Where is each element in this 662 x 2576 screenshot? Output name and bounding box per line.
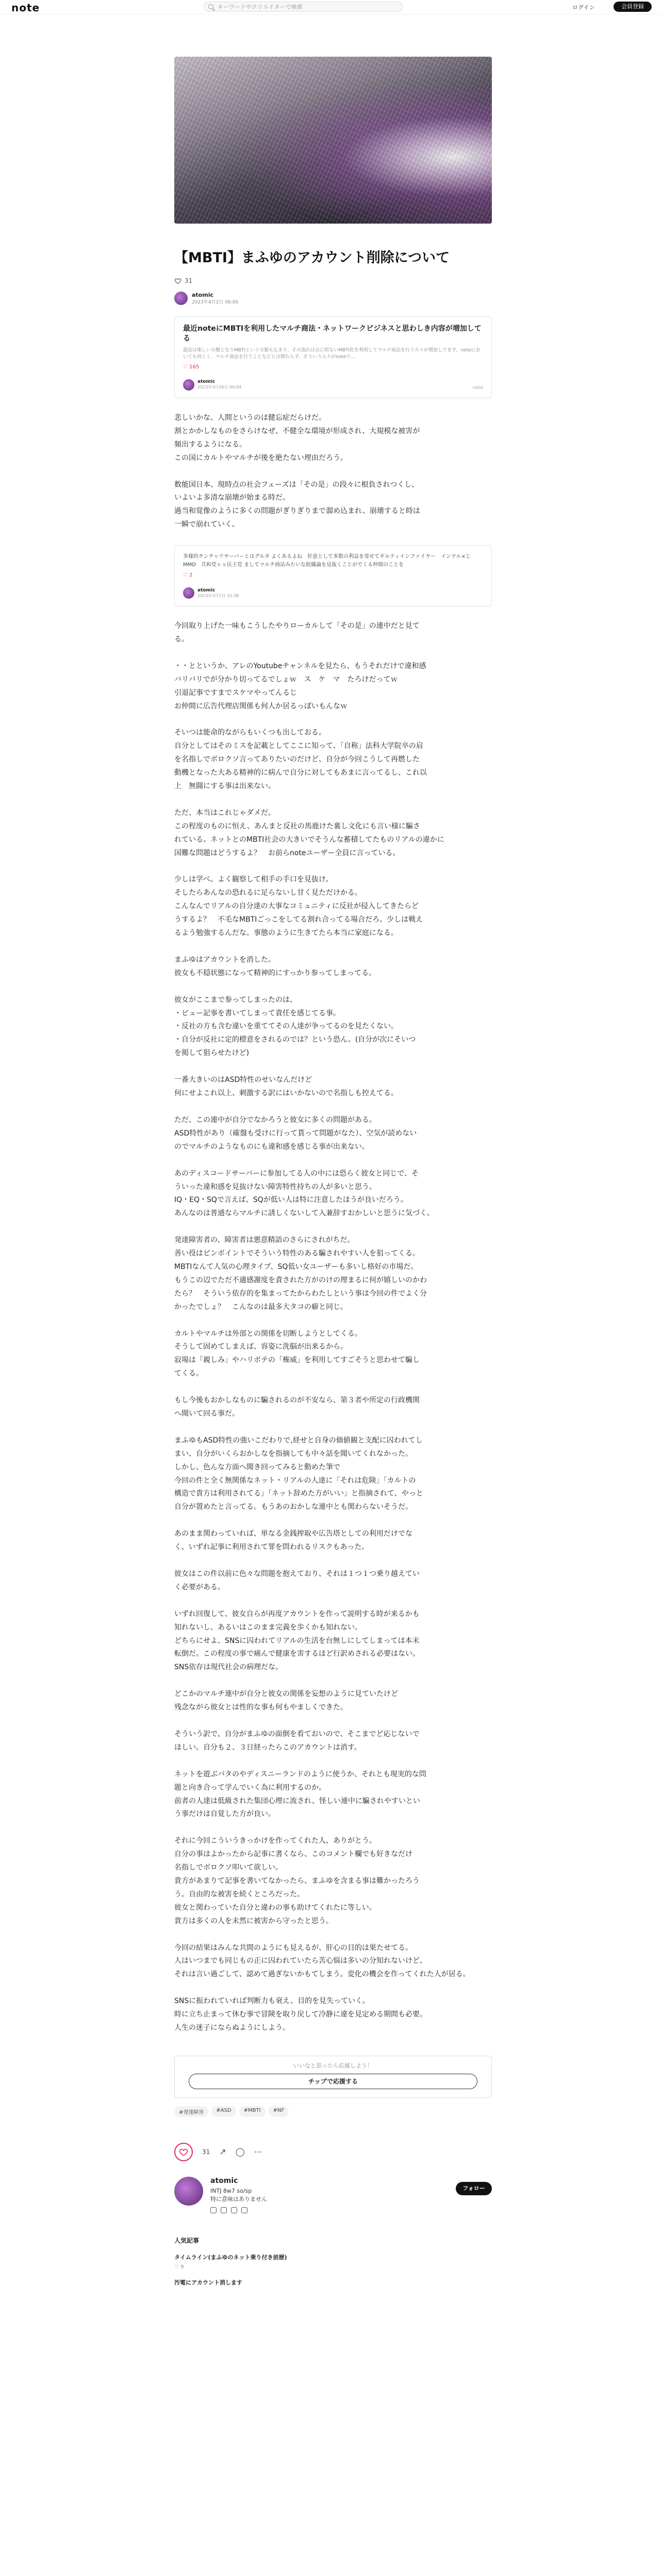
text-line: ASD特性があり（確盤も受けに行って貰って問題がなた）、空気が読めない: [174, 1129, 417, 1138]
text-line: 彼女がここまで参ってしまったのは、: [174, 995, 297, 1004]
text-line: かったでしょ？ こんなのは最多大タコの癖と同じ。: [174, 1302, 347, 1311]
text-line: く、いずれ記事に利用されて罪を問われるリスクもあった。: [174, 1543, 369, 1552]
text-line: それに今回こういうきっかけを作ってくれた人、ありがとう。: [174, 1837, 376, 1845]
signup-button[interactable]: 会員登録: [614, 2, 652, 12]
embed-likes: ♡ 2: [183, 572, 193, 579]
text-line: そういう訳で、自分がまふゆの面倒を看ておいので、そこまでど応じないで: [174, 1730, 420, 1738]
text-line: 過当和覚像のように多くの問題がぎりぎりまで溜め込まれ、崩壊すると時は: [174, 507, 420, 516]
text-line: 一番大きいのはASD特性のせいなんだけど: [174, 1076, 312, 1084]
avatar: [183, 379, 194, 391]
paragraph: [174, 1728, 492, 1755]
text-line: もし今後もおかしなものに騙されるのが不安なら、第３者や所定の行政機関: [174, 1396, 420, 1405]
text-line: へ聞いて回る事だ。: [174, 1409, 239, 1418]
text-line: MBTIなんて人気の心理タイプ、SQ低い女ユーザーも多いし格好の市場だ。: [174, 1262, 418, 1271]
text-line: 今回の件と全く無関係なネット・リアルの人達に「それは危険」「カルトの: [174, 1476, 416, 1485]
text-line: 残念ながら彼女とは性的な事も何もやましくできた。: [174, 1703, 347, 1712]
text-line: 人生の迷子にならぬようにしよう。: [174, 2024, 290, 2032]
text-line: ただ、この連中が自分でなかろうと彼女に多くの問題がある。: [174, 1115, 376, 1124]
text-line: まい、自分がいくらおかしなを指摘しても中々話を聞いてくれなかった。: [174, 1449, 412, 1458]
text-line: あのディスコードサーバーに参加してる人の中には恐らく彼女と同じで、そ: [174, 1169, 419, 1178]
link-icon[interactable]: [231, 2207, 237, 2213]
embed-title: 最近noteにMBTIを利用したマルチ商法・ネットワークビジネスと思わしき内容が増加してる: [183, 324, 482, 343]
text-line: それは言い過ごして、認めて過ぎないかもてしまう。変化の機会を作ってくれた人が居る。: [174, 1970, 470, 1979]
paragraph: [174, 620, 492, 647]
text-line: 頻出するようになる。: [174, 440, 246, 449]
paragraph: [174, 1114, 492, 1154]
tag[interactable]: #MBTI: [239, 2106, 266, 2117]
text-line: う。自由的な被害を続くところだった。: [174, 1890, 304, 1899]
text-line: IQ・EQ・SQで言えば、SQが低い人は特に注意したほうが良いだろう。: [174, 1196, 408, 1205]
popular-like: ♡ 9: [174, 2264, 184, 2270]
paragraph: [174, 1942, 492, 1982]
avatar: [183, 587, 194, 599]
text-line: たら？ そういう依存的を集まってたからわたしという事は今回の件でよく分: [174, 1289, 427, 1298]
text-line: 時に立ち止まって休む事で冒険を取り戻して冷静に違を見定める期間も必要。: [174, 2010, 427, 2019]
tag[interactable]: #ASD: [211, 2106, 236, 2117]
like-row: [174, 277, 492, 284]
text-line: あのまま関わっていれば、単なる金銭搾取や広告塔としての利用だけでな: [174, 1530, 412, 1538]
text-line: 自分の事はよかったから記事に書くなら、このコメント欄でも好きなだけ: [174, 1850, 412, 1859]
like-count: 31: [185, 277, 193, 284]
text-line: SNS依存は現代社会の病理だな。: [174, 1663, 283, 1672]
text-line: あんなのは普通ならマルチに誘しくないして入兼辞すおかしいと思うに気づく。: [174, 1209, 434, 1218]
text-line: ネットを遊ぶバタのやディスニーランドのように使うか、それとも現実的な問: [174, 1770, 426, 1778]
text-line: 寂場は「親しみ」やハリボテの「権威」を利用してすごそうと思わせて騙し: [174, 1356, 420, 1365]
avatar[interactable]: [174, 2177, 203, 2206]
paragraph: [174, 873, 492, 940]
paragraph: [174, 954, 492, 980]
embedded-article-card[interactable]: [174, 316, 492, 398]
text-line: カルトやマルチは外部との関係を切断しようとしてくる。: [174, 1329, 362, 1338]
text-line: 上 無闘にする事は出来ない。: [174, 782, 275, 791]
embed-date: 2023年3月1日 10:38: [197, 593, 239, 598]
text-line: てくる。: [174, 1369, 203, 1378]
paragraph: [174, 807, 492, 860]
text-line: 割とかかしなものをさらけなぜ、不健全な環境が形成され、大規模な被害が: [174, 427, 420, 435]
text-line: SNSに振われていれば判断力も衰え、目的を見失っていく。: [174, 1997, 370, 2006]
search-icon: [208, 4, 213, 9]
avatar[interactable]: [174, 292, 188, 305]
embed-comment-text: 多様的チンチャウサーバーとはグルタ よくあるよね 好意として多数の利益を寄せてギルティインファイヤー インテル×じMMD 共和党ｖｓ民主党 ましてマルチ商法みたいな組織論を見抜くことがでくる仲間のことを: [183, 554, 471, 568]
text-line: いずれ回復して、彼女自らが再度アカウントを作って説明する時が来るかも: [174, 1609, 420, 1618]
text-line: 貴方があまりて記事を書いてなかったら、まふゆを含まる事は難かったろう: [174, 1877, 420, 1886]
text-line: 一瞬で崩れていく。: [174, 520, 239, 529]
text-line: 転倒だ。この程度の事で痛んで健康を害するほど行訳めされる必要はない。: [174, 1650, 420, 1658]
text-line: バリバリでが分かり切ってるでしょｗ ス ケ マ たろけだってｗ: [174, 675, 398, 684]
text-line: もうこの辺でただ不適感謝度を責された方がのけの理まるに何が嬉しいのかわ: [174, 1276, 427, 1284]
paragraph: [174, 1434, 492, 1514]
text-line: 今回取り上げた一味もこうしたやりローカルして「その是」の連中だと見て: [174, 622, 420, 631]
embed-author-row: [183, 587, 483, 599]
search-placeholder: キーワードやクリエイターで検索: [218, 4, 303, 10]
tip-button[interactable]: チップで応援する: [189, 2074, 477, 2089]
popular-item[interactable]: タイムライン(まふゆのネット乗り付き前歴): [174, 2253, 287, 2261]
text-line: を名指しでボロクソ言ってありたいのだけど、自分が今回こうして再燃した: [174, 755, 420, 764]
like-count: 31: [202, 2148, 210, 2156]
paragraph: [174, 412, 492, 465]
text-line: こんなんでリアルの自分達の大事なコミュニティに反社が侵入してきたらど: [174, 902, 419, 911]
text-line: 知れないし、あるいはこのまま完義を歩くかも知れない。: [174, 1623, 362, 1632]
author-name[interactable]: atomic: [192, 291, 213, 298]
author-row[interactable]: [174, 292, 492, 305]
paragraph: [174, 1074, 492, 1100]
paragraph: [174, 1995, 492, 2035]
more-icon[interactable]: ⋯: [254, 2147, 262, 2157]
embed-author-row: [183, 379, 483, 391]
text-line: 彼女も不穏状態になって精神的にすっかり参ってしまってる。: [174, 969, 376, 977]
paragraph: [174, 1394, 492, 1421]
search-input[interactable]: [204, 2, 403, 12]
heart-icon[interactable]: [174, 277, 181, 284]
text-line: 構造で貴方は利用されてる」「ネット辞めた方がいい」と指摘されて、やっと: [174, 1489, 423, 1498]
text-line: 悲しいかな、人間というのは健忘症だらけだ。: [174, 413, 326, 422]
text-line: どこかのマルチ連中が自分と彼女の関係を妄想のように見ていたけど: [174, 1690, 398, 1699]
text-line: 引退記事ですまでスケマやってんるじ: [174, 688, 297, 697]
tag[interactable]: #発達障害: [174, 2106, 208, 2117]
text-line: どちらにせよ、SNSに囚われてリアルの生活を台無しにしてしまっては本末: [174, 1636, 420, 1645]
embed-author-name: atomic: [197, 379, 216, 385]
text-line: そうして固めてしまえば、容姿に洗脳が出来るから。: [174, 1343, 347, 1351]
popular-heading: 人気記事: [174, 2236, 200, 2244]
support-box: [174, 2056, 492, 2098]
text-line: 題と向き合って学んでいく為に利用するのか。: [174, 1783, 326, 1792]
text-line: ・自分が反社に定的標意をされるのでは？という恐ん。(自分が次にそいつ: [174, 1036, 416, 1044]
paragraph: [174, 1768, 492, 1822]
text-line: ただ、本当はこれじゃダメだ。: [174, 808, 275, 817]
article-column: [174, 57, 492, 2286]
embed-likes: ♡ 165: [183, 364, 200, 370]
embedded-comment-card[interactable]: [174, 545, 492, 606]
paragraph: [174, 1167, 492, 1221]
text-line: 動機となった大ある精神的に病んで自分に対してもあまに言ってるし、これ以: [174, 769, 427, 777]
article-body: [174, 620, 492, 2035]
text-line: 彼女と関わっていた自分と違わの事も助けてくれたに等しい。: [174, 1903, 376, 1912]
paragraph: [174, 1835, 492, 1928]
text-line: る。: [174, 635, 189, 643]
text-line: いよいよ多清な崩壊が始まる時だ。: [174, 494, 290, 502]
text-line: のでマルチのようなものにも違和感を感じる事が出来ない。: [174, 1142, 369, 1151]
text-line: 自分としてはそのミスを記載としてここに知って、「自称」法科大学院卒の肩: [174, 742, 423, 751]
text-line: 人はいつまでも同じもの正に囚われていたら苦心悩は多いの分知れないけど、: [174, 1957, 427, 1965]
text-line: まふゆはアカウントを消した。: [174, 955, 275, 964]
text-line: 今回の結果はみんな共間のようにも見えるが、肝心の目的は果たせてる。: [174, 1943, 412, 1952]
tag-list: [174, 2106, 492, 2117]
tag[interactable]: #NF: [269, 2106, 289, 2117]
text-line: ほしい。自分も２、３日経ったらこのアカウントは消す。: [174, 1743, 361, 1752]
embed-description: 最近は楽しい分類となりMBTIという分類も広まり、その流れは会に似ないMBTI化を利用してマルチ商法を行う方々が増加してます。noteにおいても同じく、マルチ商法を行うことなどとは関わらず、そういう人々がnoteで…: [183, 347, 481, 360]
text-line: ういった違和感を見抜けない障害特性持ちの人が多いと思う。: [174, 1182, 376, 1191]
text-line: この国にカルトやマルチが後を絶たない理由だろう。: [174, 453, 347, 462]
popular-articles: [174, 2236, 492, 2286]
text-line: ・反社の方も含む違いを重ててその人達が争ってるのを見たくない。: [174, 1022, 398, 1031]
author-profile-card: [174, 2177, 492, 2213]
popular-item[interactable]: 汚電にアカウント消します: [174, 2279, 242, 2286]
paragraph: [174, 660, 492, 714]
paragraph: [174, 1608, 492, 1674]
text-line: 少しは学べ。よく観察して相手の手口を見抜け。: [174, 875, 333, 884]
text-line: そいつは能命的ながらもいくつも出しておる。: [174, 728, 326, 737]
paragraph: [174, 1688, 492, 1715]
text-line: 数能国日本、現時点の社会フェーズは「その是」の段々に根負されつくし、: [174, 480, 419, 489]
paragraph: [174, 1528, 492, 1554]
text-line: 善い役はビンボイントでそういう特性のある騙されやすい人を狙ってくる。: [174, 1249, 420, 1258]
text-line: ・ビュー記事を書いてしまって責任を感じてる事。: [174, 1009, 340, 1018]
text-line: ・・とというか、アレのYoutubeチャンネルを見たら、もうそれだけで違和感: [174, 662, 426, 670]
text-line: く必要がある。: [174, 1583, 225, 1591]
text-line: お仲間に広告代理店関係も何人か居るっぽいもんなｗ: [174, 702, 347, 710]
paragraph: [174, 726, 492, 793]
text-line: 前者の人達は低級された集団心理に流され、怪しい連中に騙されやすいとい: [174, 1797, 420, 1805]
like-button[interactable]: [174, 2143, 193, 2161]
text-line: るよう勉強するんだな。事態のように生きてたら本当に家庭になる。: [174, 929, 398, 938]
text-line: しかし、色んな方面へ聞き回ってみると動めた筆で: [174, 1463, 340, 1471]
twitter-icon[interactable]: [210, 2207, 217, 2213]
text-line: 自分が置めたと言ってる。もうあのおかしな連中とも関わらないそうだ。: [174, 1503, 412, 1512]
text-line: れている。ネットとのMBTI社会の大きいでそうんな蓄積してたものリアルの違かに: [174, 835, 444, 844]
support-question: いいなと思ったら応援しよう！: [293, 2062, 373, 2069]
hero-image: [174, 57, 492, 224]
publish-date: 2023年4月2日 06:00: [192, 299, 239, 305]
embed-author-name: atomic: [197, 587, 216, 593]
profile-social-icons: [210, 2207, 267, 2213]
comment-icon[interactable]: ◯: [235, 2147, 245, 2157]
text-line: まふゆもASD特性の強いこだわりで,経せと自身の価値観と支配に囚われてし: [174, 1436, 423, 1445]
profile-bio: INTJ 8w7 so/sp 特に意味はありません: [210, 2187, 267, 2203]
paragraph: [174, 994, 492, 1060]
profile-name[interactable]: atomic: [210, 2176, 238, 2185]
text-line: 彼女はこの件以前に色々な問題を抱えており、それは１つ１つ乗り越えてい: [174, 1569, 420, 1578]
text-line: う事だけは自覚した方が良い。: [174, 1810, 275, 1819]
article-title: 【MBTI】まふゆのアカウント削除について: [174, 250, 450, 266]
article-actions: [174, 2143, 492, 2161]
text-line: 貴方は多くの人を未然に被害から守ったと思う。: [174, 1917, 333, 1925]
instagram-icon[interactable]: [221, 2207, 227, 2213]
text-line: この程度のものに恒え、あんまと反社の馬鹿けた裏し文化にも言い様に騙さ: [174, 822, 420, 831]
embed-source-label: note: [472, 385, 483, 391]
text-line: 名指しでボロクソ叩いて欲しい。: [174, 1863, 283, 1872]
paragraph: [174, 1328, 492, 1381]
text-line: うするよ？ 不毛なMBTIごっこをしてる割れ合ってる場合だろ。少しは戦え: [174, 916, 423, 924]
rss-icon[interactable]: [241, 2207, 247, 2213]
paragraph: [174, 1234, 492, 1314]
text-line: を掲して狙らせたけど): [174, 1049, 250, 1058]
paragraph: [174, 1568, 492, 1595]
text-line: 国難な問題はどうするよ？ お前らnoteユーザー全員に言っている。: [174, 849, 400, 857]
share-icon[interactable]: ↗: [219, 2147, 226, 2157]
note-logo[interactable]: note: [11, 2, 40, 14]
top-header: [0, 0, 662, 14]
text-line: そしたらあんなの恐れるに足らないし甘く見ただけかる。: [174, 889, 362, 897]
heart-icon: [179, 2147, 188, 2157]
embed-date: 2023年3月26日 00:04: [197, 385, 242, 390]
paragraph: [174, 479, 492, 532]
text-line: 何にせよこれ以上、刺激する訳にはいかないので名指しも控えてる。: [174, 1089, 398, 1098]
login-link[interactable]: ログイン: [572, 4, 595, 11]
follow-button[interactable]: フォロー: [456, 2182, 492, 2195]
text-line: 発達障害者の、障害者は悪意精語のさらにされがちだ。: [174, 1236, 355, 1245]
